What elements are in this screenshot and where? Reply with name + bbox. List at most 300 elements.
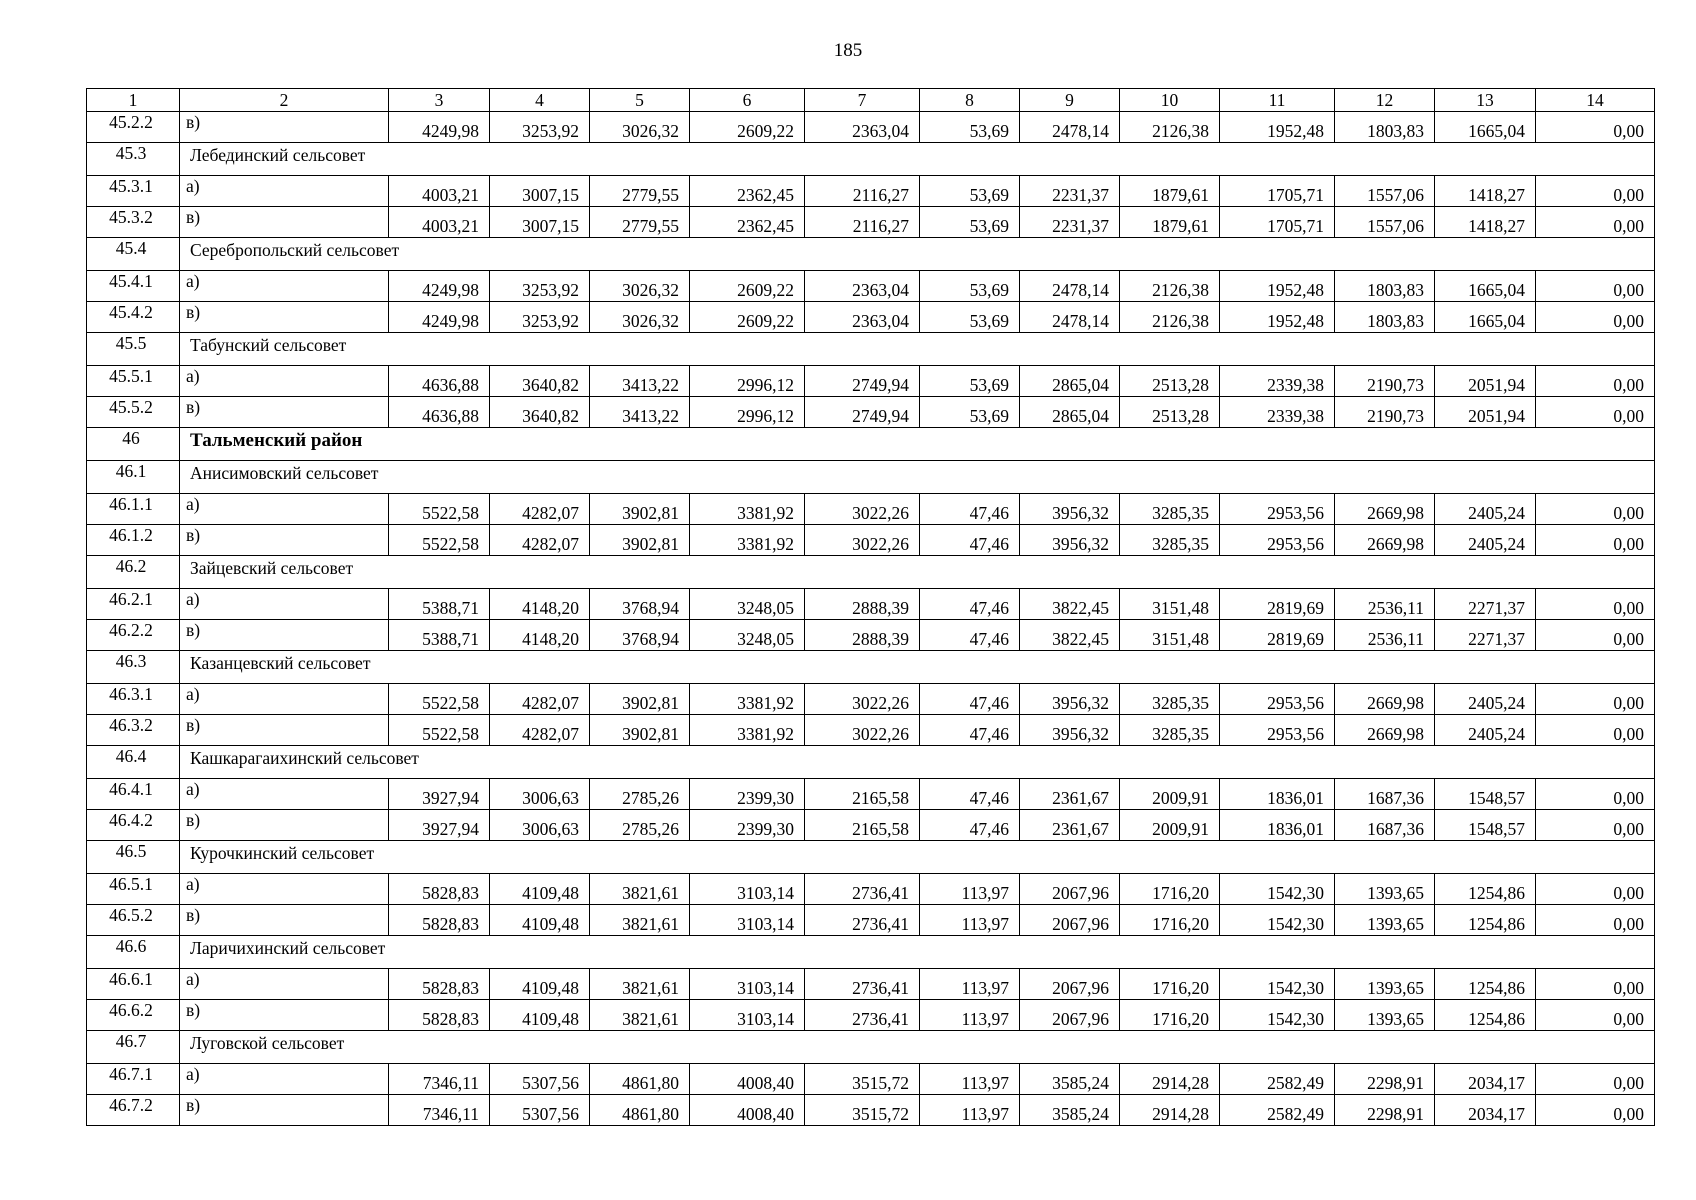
table-cell: 1542,30 xyxy=(1220,969,1335,1000)
table-row xyxy=(87,684,1655,715)
table-cell: 2536,11 xyxy=(1335,620,1435,651)
table-cell: 1836,01 xyxy=(1220,779,1335,810)
row-code: 46.5.1 xyxy=(87,874,180,905)
table-cell: 2609,22 xyxy=(690,302,805,333)
table-cell: 3026,32 xyxy=(590,112,690,143)
table-cell: 1418,27 xyxy=(1435,176,1536,207)
table-cell: 3927,94 xyxy=(389,810,490,841)
table-cell: 0,00 xyxy=(1536,397,1655,428)
row-code: 46.6.2 xyxy=(87,1000,180,1031)
table-cell: 3022,26 xyxy=(805,715,920,746)
table-cell: 2339,38 xyxy=(1220,397,1335,428)
section-row xyxy=(87,1031,1655,1064)
row-code: 46.7.2 xyxy=(87,1095,180,1126)
row-code: 46.1.1 xyxy=(87,494,180,525)
table-row xyxy=(87,969,1655,1000)
table-cell: 3821,61 xyxy=(590,874,690,905)
row-subitem: в) xyxy=(180,302,389,333)
table-cell: 4109,48 xyxy=(490,874,590,905)
table-cell: 47,46 xyxy=(920,715,1020,746)
table-cell: 1952,48 xyxy=(1220,112,1335,143)
table-cell: 2582,49 xyxy=(1220,1095,1335,1126)
row-subitem: а) xyxy=(180,1064,389,1095)
row-subitem: в) xyxy=(180,525,389,556)
table-row xyxy=(87,810,1655,841)
table-cell: 2582,49 xyxy=(1220,1064,1335,1095)
table-cell: 2405,24 xyxy=(1435,684,1536,715)
table-cell: 3768,94 xyxy=(590,589,690,620)
table-cell: 3151,48 xyxy=(1120,620,1220,651)
table-cell: 1879,61 xyxy=(1120,176,1220,207)
council-title: Кашкарагаихинский сельсовет xyxy=(180,746,1655,779)
table-cell: 1393,65 xyxy=(1335,1000,1435,1031)
row-subitem: в) xyxy=(180,397,389,428)
table-cell: 5828,83 xyxy=(389,905,490,936)
table-cell: 1393,65 xyxy=(1335,905,1435,936)
table-cell: 4282,07 xyxy=(490,684,590,715)
table-cell: 53,69 xyxy=(920,397,1020,428)
section-row xyxy=(87,238,1655,271)
table-cell: 2736,41 xyxy=(805,905,920,936)
table-cell: 3285,35 xyxy=(1120,525,1220,556)
table-cell: 2405,24 xyxy=(1435,525,1536,556)
row-code: 46.4.2 xyxy=(87,810,180,841)
table-cell: 2669,98 xyxy=(1335,684,1435,715)
table-cell: 1803,83 xyxy=(1335,302,1435,333)
table-body xyxy=(87,112,1655,1126)
column-header: 10 xyxy=(1120,89,1220,112)
table-cell: 2034,17 xyxy=(1435,1095,1536,1126)
table-cell: 4109,48 xyxy=(490,905,590,936)
row-code: 45.4 xyxy=(87,238,180,271)
table-cell: 2067,96 xyxy=(1020,1000,1120,1031)
column-header: 11 xyxy=(1220,89,1335,112)
row-subitem: а) xyxy=(180,494,389,525)
table-cell: 3585,24 xyxy=(1020,1064,1120,1095)
table-cell: 1254,86 xyxy=(1435,969,1536,1000)
table-cell: 0,00 xyxy=(1536,589,1655,620)
table-cell: 1548,57 xyxy=(1435,779,1536,810)
table-cell: 2361,67 xyxy=(1020,810,1120,841)
table-row xyxy=(87,271,1655,302)
table-cell: 2513,28 xyxy=(1120,397,1220,428)
row-code: 46.6 xyxy=(87,936,180,969)
table-cell: 47,46 xyxy=(920,589,1020,620)
table-cell: 4861,80 xyxy=(590,1095,690,1126)
row-code: 45.5.1 xyxy=(87,366,180,397)
table-cell: 2363,04 xyxy=(805,302,920,333)
table-cell: 1952,48 xyxy=(1220,271,1335,302)
table-cell: 2190,73 xyxy=(1335,366,1435,397)
table-cell: 1705,71 xyxy=(1220,207,1335,238)
table-cell: 2953,56 xyxy=(1220,684,1335,715)
table-cell: 3640,82 xyxy=(490,397,590,428)
table-cell: 4008,40 xyxy=(690,1095,805,1126)
table-cell: 3285,35 xyxy=(1120,715,1220,746)
table-cell: 3902,81 xyxy=(590,715,690,746)
row-subitem: а) xyxy=(180,969,389,1000)
table-cell: 113,97 xyxy=(920,1000,1020,1031)
row-code: 46.7.1 xyxy=(87,1064,180,1095)
table-cell: 3151,48 xyxy=(1120,589,1220,620)
table-cell: 47,46 xyxy=(920,684,1020,715)
council-title: Анисимовский сельсовет xyxy=(180,461,1655,494)
table-row xyxy=(87,112,1655,143)
section-row xyxy=(87,651,1655,684)
row-subitem: в) xyxy=(180,1095,389,1126)
table-cell: 5522,58 xyxy=(389,715,490,746)
tariff-table xyxy=(86,88,1655,1126)
table-cell: 4003,21 xyxy=(389,207,490,238)
table-cell: 1393,65 xyxy=(1335,969,1435,1000)
table-row xyxy=(87,525,1655,556)
table-cell: 0,00 xyxy=(1536,1000,1655,1031)
row-code: 45.5.2 xyxy=(87,397,180,428)
table-cell: 0,00 xyxy=(1536,176,1655,207)
table-cell: 4109,48 xyxy=(490,1000,590,1031)
table-cell: 4636,88 xyxy=(389,366,490,397)
table-cell: 2126,38 xyxy=(1120,302,1220,333)
table-cell: 2669,98 xyxy=(1335,525,1435,556)
table-cell: 3253,92 xyxy=(490,271,590,302)
table-cell: 2363,04 xyxy=(805,112,920,143)
table-cell: 53,69 xyxy=(920,207,1020,238)
page-number: 185 xyxy=(833,40,863,61)
table-cell: 4008,40 xyxy=(690,1064,805,1095)
table-cell: 1557,06 xyxy=(1335,207,1435,238)
column-header: 5 xyxy=(590,89,690,112)
table-cell: 2067,96 xyxy=(1020,905,1120,936)
table-cell: 3285,35 xyxy=(1120,494,1220,525)
table-cell: 0,00 xyxy=(1536,207,1655,238)
row-code: 45.4.1 xyxy=(87,271,180,302)
table-cell: 47,46 xyxy=(920,494,1020,525)
table-cell: 3768,94 xyxy=(590,620,690,651)
row-code: 46.5 xyxy=(87,841,180,874)
table-cell: 113,97 xyxy=(920,969,1020,1000)
table-cell: 3413,22 xyxy=(590,397,690,428)
table-cell: 3026,32 xyxy=(590,271,690,302)
column-header: 12 xyxy=(1335,89,1435,112)
table-cell: 47,46 xyxy=(920,525,1020,556)
table-cell: 5388,71 xyxy=(389,620,490,651)
table-cell: 1687,36 xyxy=(1335,779,1435,810)
table-cell: 5828,83 xyxy=(389,874,490,905)
header-row xyxy=(87,89,1655,112)
table-cell: 5828,83 xyxy=(389,969,490,1000)
row-subitem: в) xyxy=(180,207,389,238)
table-cell: 3006,63 xyxy=(490,810,590,841)
table-row xyxy=(87,1000,1655,1031)
row-code: 45.4.2 xyxy=(87,302,180,333)
table-cell: 2953,56 xyxy=(1220,525,1335,556)
table-cell: 3285,35 xyxy=(1120,684,1220,715)
table-cell: 3822,45 xyxy=(1020,620,1120,651)
table-cell: 2231,37 xyxy=(1020,176,1120,207)
row-code: 45.3.2 xyxy=(87,207,180,238)
table-row xyxy=(87,302,1655,333)
table-cell: 5522,58 xyxy=(389,494,490,525)
table-cell: 2669,98 xyxy=(1335,494,1435,525)
table-cell: 2362,45 xyxy=(690,176,805,207)
table-cell: 2051,94 xyxy=(1435,366,1536,397)
table-cell: 2749,94 xyxy=(805,397,920,428)
table-cell: 113,97 xyxy=(920,1095,1020,1126)
column-header: 4 xyxy=(490,89,590,112)
row-code: 46.2.2 xyxy=(87,620,180,651)
table-row xyxy=(87,207,1655,238)
table-cell: 2736,41 xyxy=(805,969,920,1000)
row-subitem: а) xyxy=(180,176,389,207)
row-code: 46.7 xyxy=(87,1031,180,1064)
council-title: Табунский сельсовет xyxy=(180,333,1655,366)
table-cell: 2271,37 xyxy=(1435,589,1536,620)
table-cell: 53,69 xyxy=(920,176,1020,207)
table-cell: 2513,28 xyxy=(1120,366,1220,397)
section-row xyxy=(87,746,1655,779)
council-title: Луговской сельсовет xyxy=(180,1031,1655,1064)
table-cell: 3515,72 xyxy=(805,1064,920,1095)
table-cell: 2819,69 xyxy=(1220,589,1335,620)
table-cell: 2865,04 xyxy=(1020,397,1120,428)
table-cell: 53,69 xyxy=(920,112,1020,143)
table-cell: 3022,26 xyxy=(805,684,920,715)
table-cell: 2779,55 xyxy=(590,176,690,207)
table-cell: 2116,27 xyxy=(805,207,920,238)
table-cell: 3026,32 xyxy=(590,302,690,333)
table-cell: 2779,55 xyxy=(590,207,690,238)
table-cell: 2362,45 xyxy=(690,207,805,238)
table-cell: 0,00 xyxy=(1536,525,1655,556)
row-subitem: в) xyxy=(180,810,389,841)
table-cell: 1542,30 xyxy=(1220,905,1335,936)
section-row xyxy=(87,143,1655,176)
table-cell: 1836,01 xyxy=(1220,810,1335,841)
table-cell: 3248,05 xyxy=(690,620,805,651)
council-title: Курочкинский сельсовет xyxy=(180,841,1655,874)
table-cell: 3902,81 xyxy=(590,494,690,525)
table-cell: 2363,04 xyxy=(805,271,920,302)
table-row xyxy=(87,366,1655,397)
row-code: 46.5.2 xyxy=(87,905,180,936)
table-row xyxy=(87,397,1655,428)
row-subitem: а) xyxy=(180,684,389,715)
table-cell: 1705,71 xyxy=(1220,176,1335,207)
table-row xyxy=(87,874,1655,905)
table-cell: 3022,26 xyxy=(805,525,920,556)
table-cell: 1548,57 xyxy=(1435,810,1536,841)
table-cell: 0,00 xyxy=(1536,905,1655,936)
table-cell: 47,46 xyxy=(920,810,1020,841)
table-cell: 1418,27 xyxy=(1435,207,1536,238)
table-cell: 3248,05 xyxy=(690,589,805,620)
section-row xyxy=(87,556,1655,589)
table-cell: 2996,12 xyxy=(690,366,805,397)
row-subitem: а) xyxy=(180,366,389,397)
council-title: Серебропольский сельсовет xyxy=(180,238,1655,271)
table-cell: 3821,61 xyxy=(590,905,690,936)
table-cell: 2865,04 xyxy=(1020,366,1120,397)
table-cell: 1687,36 xyxy=(1335,810,1435,841)
table-cell: 1952,48 xyxy=(1220,302,1335,333)
table-cell: 2165,58 xyxy=(805,779,920,810)
table-cell: 5828,83 xyxy=(389,1000,490,1031)
table-cell: 113,97 xyxy=(920,874,1020,905)
table-cell: 1716,20 xyxy=(1120,1000,1220,1031)
table-cell: 2298,91 xyxy=(1335,1095,1435,1126)
table-cell: 5307,56 xyxy=(490,1064,590,1095)
table-cell: 2009,91 xyxy=(1120,810,1220,841)
table-cell: 1542,30 xyxy=(1220,1000,1335,1031)
table-cell: 3956,32 xyxy=(1020,494,1120,525)
table-cell: 2405,24 xyxy=(1435,494,1536,525)
table-cell: 3253,92 xyxy=(490,302,590,333)
table-cell: 2736,41 xyxy=(805,1000,920,1031)
table-cell: 3381,92 xyxy=(690,494,805,525)
table-cell: 4003,21 xyxy=(389,176,490,207)
table-cell: 4861,80 xyxy=(590,1064,690,1095)
table-cell: 1879,61 xyxy=(1120,207,1220,238)
table-cell: 2339,38 xyxy=(1220,366,1335,397)
table-cell: 3515,72 xyxy=(805,1095,920,1126)
table-cell: 4109,48 xyxy=(490,969,590,1000)
table-cell: 1665,04 xyxy=(1435,271,1536,302)
table-cell: 4249,98 xyxy=(389,112,490,143)
table-row xyxy=(87,1064,1655,1095)
table-cell: 1716,20 xyxy=(1120,905,1220,936)
table-cell: 2126,38 xyxy=(1120,271,1220,302)
table-cell: 2996,12 xyxy=(690,397,805,428)
table-cell: 0,00 xyxy=(1536,810,1655,841)
table-cell: 3103,14 xyxy=(690,969,805,1000)
table-cell: 2749,94 xyxy=(805,366,920,397)
table-cell: 1665,04 xyxy=(1435,302,1536,333)
row-code: 46.1.2 xyxy=(87,525,180,556)
table-cell: 3822,45 xyxy=(1020,589,1120,620)
table-cell: 0,00 xyxy=(1536,366,1655,397)
table-cell: 3413,22 xyxy=(590,366,690,397)
table-cell: 2361,67 xyxy=(1020,779,1120,810)
table-cell: 7346,11 xyxy=(389,1095,490,1126)
table-cell: 1803,83 xyxy=(1335,112,1435,143)
column-header: 6 xyxy=(690,89,805,112)
table-cell: 4148,20 xyxy=(490,620,590,651)
table-cell: 2231,37 xyxy=(1020,207,1120,238)
row-code: 45.3.1 xyxy=(87,176,180,207)
table-cell: 3007,15 xyxy=(490,176,590,207)
table-row xyxy=(87,715,1655,746)
table-cell: 3956,32 xyxy=(1020,525,1120,556)
table-cell: 2736,41 xyxy=(805,874,920,905)
table-cell: 0,00 xyxy=(1536,779,1655,810)
row-code: 45.2.2 xyxy=(87,112,180,143)
table-cell: 2478,14 xyxy=(1020,302,1120,333)
table-cell: 1716,20 xyxy=(1120,969,1220,1000)
row-subitem: а) xyxy=(180,779,389,810)
table-cell: 2914,28 xyxy=(1120,1064,1220,1095)
table-cell: 3902,81 xyxy=(590,525,690,556)
table-header xyxy=(87,89,1655,112)
table-row xyxy=(87,1095,1655,1126)
table-cell: 113,97 xyxy=(920,1064,1020,1095)
table-cell: 0,00 xyxy=(1536,969,1655,1000)
table-cell: 3381,92 xyxy=(690,715,805,746)
table-cell: 2126,38 xyxy=(1120,112,1220,143)
table-cell: 3381,92 xyxy=(690,525,805,556)
table-cell: 2271,37 xyxy=(1435,620,1536,651)
table-row xyxy=(87,779,1655,810)
table-cell: 4282,07 xyxy=(490,494,590,525)
table-cell: 5388,71 xyxy=(389,589,490,620)
table-cell: 1254,86 xyxy=(1435,1000,1536,1031)
table-row xyxy=(87,176,1655,207)
column-header: 14 xyxy=(1536,89,1655,112)
table-cell: 0,00 xyxy=(1536,715,1655,746)
table-cell: 0,00 xyxy=(1536,302,1655,333)
council-title: Зайцевский сельсовет xyxy=(180,556,1655,589)
table-cell: 1803,83 xyxy=(1335,271,1435,302)
section-row xyxy=(87,428,1655,461)
row-code: 45.5 xyxy=(87,333,180,366)
council-title: Ларичихинский сельсовет xyxy=(180,936,1655,969)
row-subitem: в) xyxy=(180,620,389,651)
table-cell: 2190,73 xyxy=(1335,397,1435,428)
table-cell: 0,00 xyxy=(1536,620,1655,651)
table-cell: 1557,06 xyxy=(1335,176,1435,207)
table-cell: 2669,98 xyxy=(1335,715,1435,746)
column-header: 1 xyxy=(87,89,180,112)
table-cell: 47,46 xyxy=(920,620,1020,651)
row-code: 46.3 xyxy=(87,651,180,684)
table-cell: 0,00 xyxy=(1536,494,1655,525)
row-subitem: а) xyxy=(180,874,389,905)
table-cell: 1254,86 xyxy=(1435,874,1536,905)
table-cell: 2034,17 xyxy=(1435,1064,1536,1095)
table-cell: 4282,07 xyxy=(490,715,590,746)
table-cell: 0,00 xyxy=(1536,874,1655,905)
table-row xyxy=(87,905,1655,936)
table-cell: 1393,65 xyxy=(1335,874,1435,905)
table-cell: 3585,24 xyxy=(1020,1095,1120,1126)
table-cell: 3103,14 xyxy=(690,874,805,905)
table-cell: 3956,32 xyxy=(1020,684,1120,715)
column-header: 8 xyxy=(920,89,1020,112)
row-subitem: в) xyxy=(180,715,389,746)
row-subitem: в) xyxy=(180,112,389,143)
column-header: 9 xyxy=(1020,89,1120,112)
column-header: 7 xyxy=(805,89,920,112)
section-row xyxy=(87,461,1655,494)
table-cell: 3821,61 xyxy=(590,1000,690,1031)
table-cell: 4249,98 xyxy=(389,271,490,302)
row-subitem: в) xyxy=(180,905,389,936)
table-cell: 5522,58 xyxy=(389,525,490,556)
table-cell: 2888,39 xyxy=(805,589,920,620)
table-cell: 2888,39 xyxy=(805,620,920,651)
table-cell: 3956,32 xyxy=(1020,715,1120,746)
column-header: 3 xyxy=(389,89,490,112)
table-cell: 2785,26 xyxy=(590,779,690,810)
table-cell: 2609,22 xyxy=(690,271,805,302)
table-cell: 2536,11 xyxy=(1335,589,1435,620)
table-cell: 2067,96 xyxy=(1020,969,1120,1000)
table-cell: 3381,92 xyxy=(690,684,805,715)
table-cell: 3103,14 xyxy=(690,905,805,936)
table-cell: 4148,20 xyxy=(490,589,590,620)
table-cell: 1716,20 xyxy=(1120,874,1220,905)
row-code: 46.4 xyxy=(87,746,180,779)
table-cell: 5522,58 xyxy=(389,684,490,715)
